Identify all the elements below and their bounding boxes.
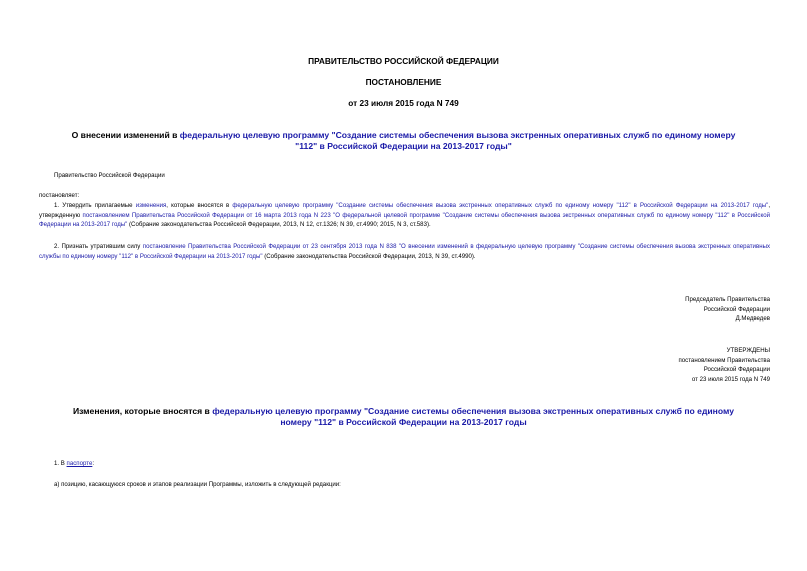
changes-title-prefix: Изменения, которые вносятся в: [72, 406, 213, 416]
approved-line-3: Российской Федерации: [703, 366, 770, 373]
approved-line-1: УТВЕРЖДЕНЫ: [726, 347, 770, 354]
paragraph-2: [39, 242, 770, 261]
item1-text-a: 1. В: [54, 460, 67, 467]
government-small: Правительство Российской Федерации: [54, 172, 165, 179]
signature-line-3: Д.Медведев: [735, 315, 770, 322]
p2-text-a: 2. Признать утратившим силу: [54, 243, 143, 250]
item-a: а) позицию, касающуюся сроков и этапов реализации Программы, изложить в следующей редакции:: [54, 481, 341, 488]
document-kind: ПОСТАНОВЛЕНИЕ: [365, 77, 442, 87]
p2-text-b: (Собрание законодательства Российской Федерации, 2013, N 39, ст.4990).: [262, 252, 476, 260]
changes-title: [60, 406, 747, 428]
changes-link[interactable]: изменения: [135, 202, 167, 209]
paragraph-1: [39, 201, 770, 230]
program-link[interactable]: федеральную целевую программу "Создание системы обеспечения вызова экстренных оперативных служб по единому номеру "112" в Российской Федерации на 2013-2017 годы": [232, 202, 769, 209]
title-prefix: О внесении изменений в: [71, 130, 180, 140]
resolution-838-link[interactable]: постановление Правительства Российской Федерации от 23 сентября 2013 года N 838 "О внесении изменений в федеральную целевую программу "Создание системы обеспечения вызова экстренных оперативных службы по единому номеру "112" в Российской Федерации на 2013-2017 годы": [39, 243, 770, 260]
p1-text-a: 1. Утвердить прилагаемые: [54, 202, 136, 209]
document-date: от 23 июля 2015 года N 749: [348, 98, 459, 108]
resolution-223-link[interactable]: постановлением Правительства Российской Федерации от 16 марта 2013 года N 223 "О федеральной целевой программе "Создание системы обеспечения вызова экстренных оперативных служб по единому номеру "112" в Российской Федерации на 2013-2017 годы": [39, 211, 770, 228]
p1-text-c: , утвержденную: [39, 202, 771, 219]
item-1: [54, 459, 94, 469]
document-title: [60, 130, 747, 152]
government-header: ПРАВИТЕЛЬСТВО РОССИЙСКОЙ ФЕДЕРАЦИИ: [308, 56, 499, 66]
item1-text-b: :: [92, 460, 95, 467]
title-program-link[interactable]: федеральную целевую программу "Создание системы обеспечения вызова экстренных оперативных служб по единому номеру "112" в Российской Федерации на 2013-2017 годы": [179, 130, 736, 151]
decrees-label: постановляет:: [39, 192, 80, 199]
signature-block: [685, 295, 770, 324]
signature-line-2: Российской Федерации: [703, 305, 770, 313]
approved-block: [678, 346, 770, 384]
approved-line-4: от 23 июля 2015 года N 749: [691, 375, 770, 383]
p1-text-d: (Собрание законодательства Российской Федерации, 2013, N 12, ст.1326; N 39, ст.4990; 2015, N 3, ст.583).: [127, 221, 431, 228]
signature-line-1: Председатель Правительства: [685, 296, 770, 303]
approved-line-2: постановлением Правительства: [678, 356, 770, 364]
changes-title-program-link[interactable]: федеральную целевую программу "Создание системы обеспечения вызова экстренных оперативных служб по единому номеру "112" в Российской Федерации на 2013-2017 годы: [212, 406, 735, 427]
passport-link[interactable]: паспорте: [66, 460, 93, 467]
p1-text-b: , которые вносятся в: [166, 202, 233, 209]
